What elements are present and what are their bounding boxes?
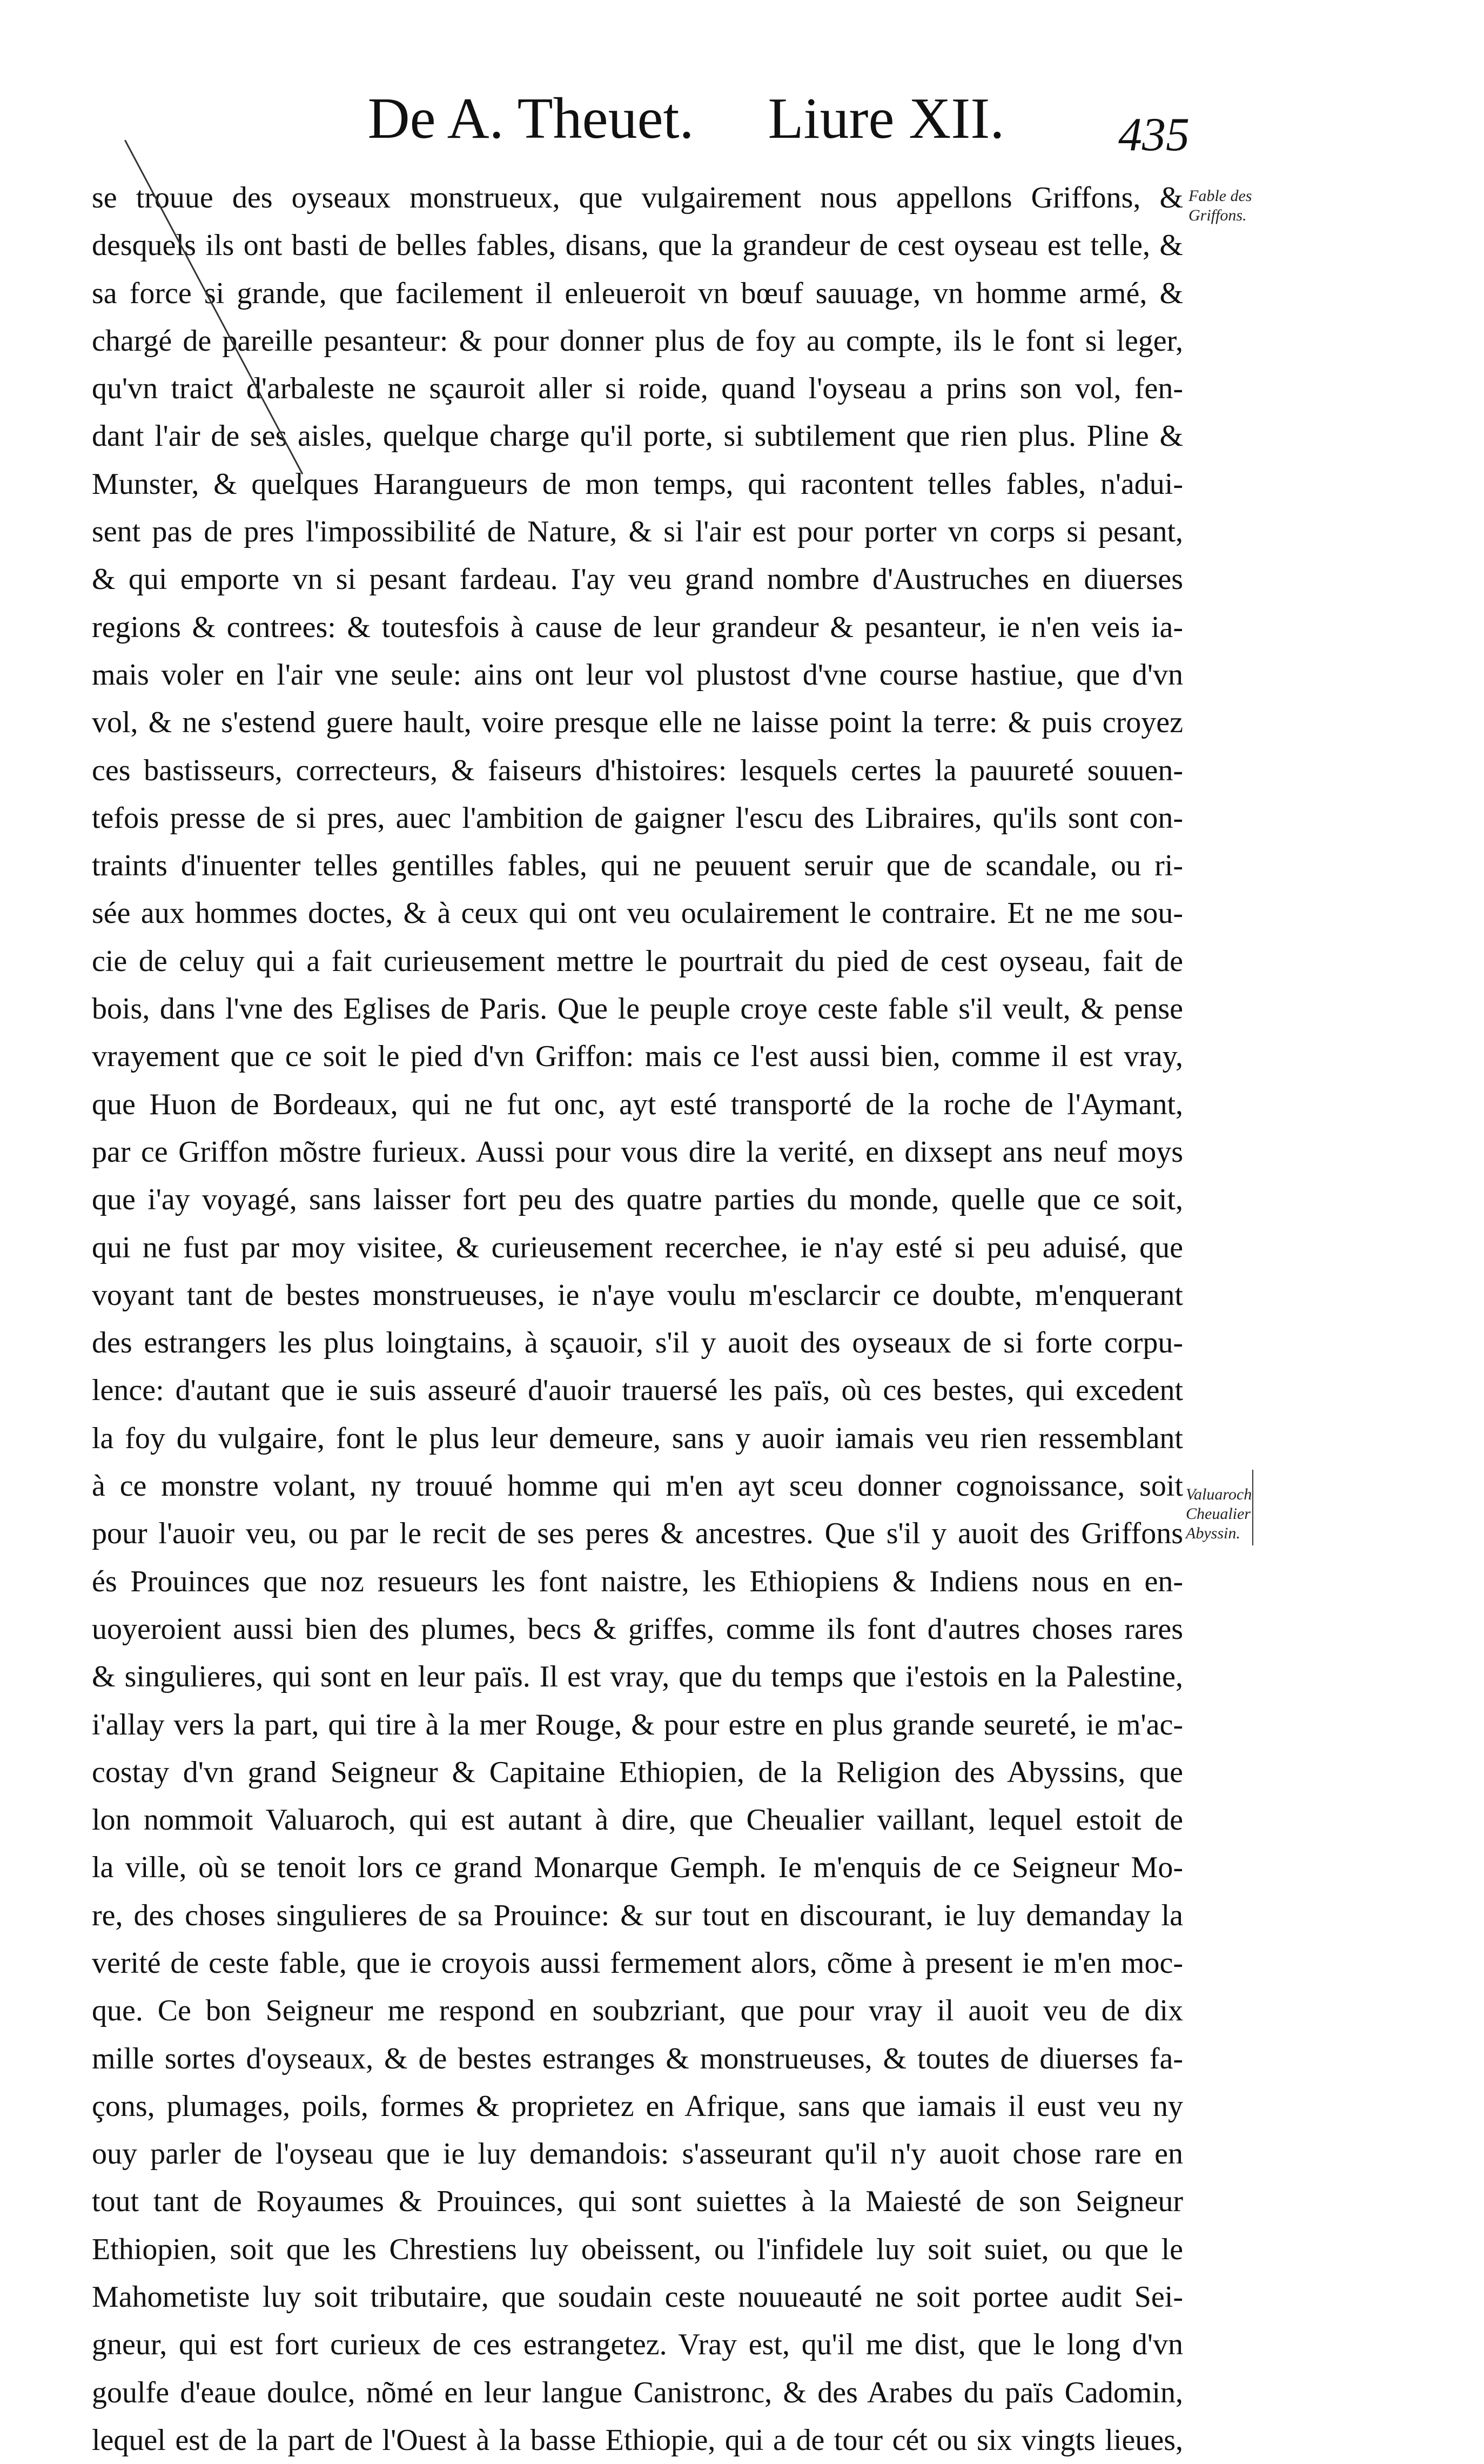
margin-rule bbox=[1252, 1470, 1253, 1545]
text-line: re, des choses singulieres de sa Prouince: & sur tout en discourant, ie luy demanday la bbox=[92, 1898, 1183, 1932]
margin-note-line: Abyssin. bbox=[1186, 1524, 1240, 1542]
text-line: tefois presse de si pres, auec l'ambition de gaigner l'escu des Libraires, qu'ils sont con- bbox=[92, 801, 1183, 835]
text-line: sa force si grande, que facilement il enleueroit vn bœuf sauuage, vn homme armé, & bbox=[92, 276, 1183, 310]
text-line: sée aux hommes doctes, & à ceux qui ont veu oculairement le contraire. Et ne me sou- bbox=[92, 896, 1183, 930]
text-line: bois, dans l'vne des Eglises de Paris. Que le peuple croye ceste fable s'il veult, & pense bbox=[92, 992, 1183, 1026]
text-line: i'allay vers la part, qui tire à la mer Rouge, & pour estre en plus grande seureté, ie m'ac- bbox=[92, 1708, 1183, 1742]
text-line: lon nommoit Valuaroch, qui est autant à dire, que Cheualier vaillant, lequel estoit de bbox=[92, 1803, 1183, 1837]
text-line: çons, plumages, poils, formes & proprietez en Afrique, sans que iamais il eust veu ny bbox=[92, 2089, 1183, 2123]
text-line: traints d'inuenter telles gentilles fables, qui ne peuuent seruir que de scandale, ou ri- bbox=[92, 849, 1183, 883]
text-line: des estrangers les plus loingtains, à sçauoir, s'il y auoit des oyseaux de si forte corpu- bbox=[92, 1326, 1183, 1360]
text-line: la ville, où se tenoit lors ce grand Monarque Gemph. Ie m'enquis de ce Seigneur Mo- bbox=[92, 1851, 1183, 1885]
text-line: ouy parler de l'oyseau que ie luy demandois: s'asseurant qu'il n'y auoit chose rare en bbox=[92, 2137, 1183, 2171]
text-line: uoyeroient aussi bien des plumes, becs & griffes, comme ils font d'autres choses rares bbox=[92, 1612, 1183, 1646]
text-line: que i'ay voyagé, sans laisser fort peu des quatre parties du monde, quelle que ce soit, bbox=[92, 1183, 1183, 1217]
text-line: costay d'vn grand Seigneur & Capitaine Ethiopien, de la Religion des Abyssins, que bbox=[92, 1755, 1183, 1789]
text-line: gneur, qui est fort curieux de ces estrangetez. Vray est, qu'il me dist, que le long d'vn bbox=[92, 2328, 1183, 2362]
text-line: & qui emporte vn si pesant fardeau. I'ay veu grand nombre d'Austruches en diuerses bbox=[92, 563, 1183, 597]
running-head-book: Liure XII. bbox=[768, 86, 1005, 151]
margin-note-line: Cheualier bbox=[1186, 1505, 1251, 1523]
margin-note-line: Griffons. bbox=[1188, 206, 1247, 224]
text-line: se trouue des oyseaux monstrueux, que vulgairement nous appellons Griffons, & bbox=[92, 181, 1183, 215]
text-line: lequel est de la part de l'Ouest à la basse Ethiopie, qui a de tour cét ou six vingts lieues, bbox=[92, 2423, 1183, 2457]
text-line: que Huon de Bordeaux, qui ne fut onc, ayt esté transporté de la roche de l'Aymant, bbox=[92, 1087, 1183, 1121]
text-line: chargé de pareille pesanteur: & pour donner plus de foy au compte, ils le font si leger, bbox=[92, 324, 1183, 358]
text-line: mais voler en l'air vne seule: ains ont leur vol plustost d'vne course hastiue, que d'vn bbox=[92, 658, 1183, 692]
text-line: Munster, & quelques Harangueurs de mon temps, qui racontent telles fables, n'adui- bbox=[92, 467, 1183, 501]
margin-note-fable-des-griffons bbox=[1188, 186, 1252, 225]
text-line: ces bastisseurs, correcteurs, & faiseurs d'histoires: lesquels certes la pauureté souuen- bbox=[92, 753, 1183, 787]
text-line: Ethiopien, soit que les Chrestiens luy obeissent, ou l'infidele luy soit suiet, ou que le bbox=[92, 2232, 1183, 2266]
text-line: à ce monstre volant, ny trouué homme qui m'en ayt sceu donner cognoissance, soit bbox=[92, 1469, 1183, 1503]
body-text bbox=[92, 174, 1183, 2464]
text-line: Mahometiste luy soit tributaire, que soudain ceste nouueauté ne soit portee audit Sei- bbox=[92, 2280, 1183, 2314]
page-number: 435 bbox=[1118, 109, 1190, 161]
text-line: sent pas de pres l'impossibilité de Nature, & si l'air est pour porter vn corps si pesant, bbox=[92, 515, 1183, 549]
text-line: voyant tant de bestes monstrueuses, ie n'aye voulu m'esclarcir ce doubte, m'enquerant bbox=[92, 1278, 1183, 1312]
text-line: cie de celuy qui a fait curieusement mettre le pourtrait du pied de cest oyseau, fait de bbox=[92, 944, 1183, 978]
text-line: goulfe d'eaue doulce, nõmé en leur langue Canistronc, & des Arabes du païs Cadomin, bbox=[92, 2375, 1183, 2409]
text-line: regions & contrees: & toutesfois à cause de leur grandeur & pesanteur, ie n'en veis ia- bbox=[92, 610, 1183, 644]
text-line: qu'vn traict d'arbaleste ne sçauroit aller si roide, quand l'oyseau a prins son vol, fen- bbox=[92, 372, 1183, 406]
text-line: vol, & ne s'estend guere hault, voire presque elle ne laisse point la terre: & puis croyez bbox=[92, 706, 1183, 740]
text-line: pour l'auoir veu, ou par le recit de ses peres & ancestres. Que s'il y auoit des Griffons bbox=[92, 1517, 1183, 1551]
running-head bbox=[281, 81, 1091, 157]
text-line: lence: d'autant que ie suis asseuré d'auoir trauersé les païs, où ces bestes, qui excedent bbox=[92, 1374, 1183, 1408]
text-line: mille sortes d'oyseaux, & de bestes estranges & monstrueuses, & toutes de diuerses fa- bbox=[92, 2041, 1183, 2075]
text-line: tout tant de Royaumes & Prouinces, qui sont suiettes à la Maiesté de son Seigneur bbox=[92, 2185, 1183, 2219]
margin-note-valuaroch bbox=[1186, 1485, 1252, 1543]
margin-note-line: Fable des bbox=[1188, 187, 1252, 205]
text-line: qui ne fust par moy visitee, & curieusement recerchee, ie n'ay esté si peu aduisé, que bbox=[92, 1230, 1183, 1264]
text-line: que. Ce bon Seigneur me respond en soubzriant, que pour vray il auoit veu de dix bbox=[92, 1994, 1183, 2028]
text-line: desquels ils ont basti de belles fables, disans, que la grandeur de cest oyseau est telle, & bbox=[92, 229, 1183, 263]
text-line: és Prouinces que noz resueurs les font naistre, les Ethiopiens & Indiens nous en en- bbox=[92, 1564, 1183, 1598]
running-head-author: De A. Theuet. bbox=[367, 86, 694, 151]
text-line: verité de ceste fable, que ie croyois aussi fermement alors, cõme à present ie m'en moc- bbox=[92, 1946, 1183, 1980]
text-line: dant l'air de ses aisles, quelque charge qu'il porte, si subtilement que rien plus. Pline & bbox=[92, 419, 1183, 453]
text-line: par ce Griffon mõstre furieux. Aussi pour vous dire la verité, en dixsept ans neuf moys bbox=[92, 1135, 1183, 1169]
text-line: vrayement que ce soit le pied d'vn Griffon: mais ce l'est aussi bien, comme il est vray, bbox=[92, 1040, 1183, 1074]
text-line: & singulieres, qui sont en leur païs. Il est vray, que du temps que i'estois en la Palestine, bbox=[92, 1660, 1183, 1694]
text-line: la foy du vulgaire, font le plus leur demeure, sans y auoir iamais veu rien ressemblant bbox=[92, 1421, 1183, 1455]
margin-note-line: Valuaroch bbox=[1186, 1485, 1252, 1503]
